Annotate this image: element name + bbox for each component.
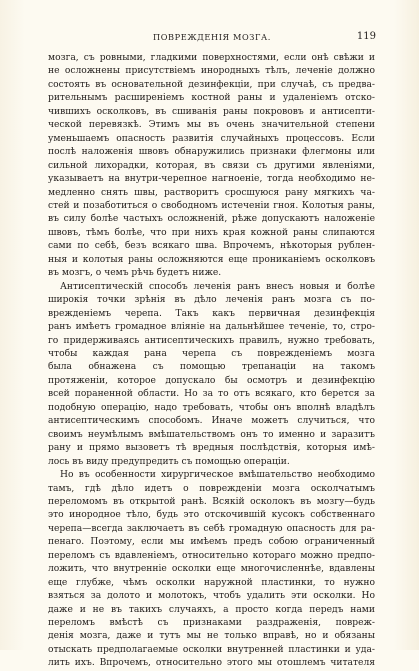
text-line: тамъ, гдѣ дѣло идетъ о поврежденіи мозга осколчатымъ bbox=[48, 483, 375, 494]
text-line: это инородное тѣло, будь это отскочившій кусокъ собственнаго bbox=[48, 510, 375, 521]
text-line: въ мозгъ, о чемъ рѣчь будетъ ниже. bbox=[48, 268, 222, 279]
text-line: швовъ, тѣмъ болѣе, что при нихъ края кожной раны слипаются bbox=[48, 227, 375, 238]
text-line: стей и позаботиться о свободномъ истеченіи гноя. Колотыя раны, bbox=[48, 200, 375, 211]
text-line: пенаго. Поэтому, если мы имѣемъ предъ собою ограниченный bbox=[48, 537, 375, 548]
text-line: антисептическимъ способомъ. Иначе можетъ случиться, что bbox=[48, 416, 375, 427]
text-line: денія мозга, даже и тутъ мы не только вправѣ, но и обязаны bbox=[48, 631, 375, 642]
text-line: даже и не въ такихъ случаяхъ, а просто когда передъ нами bbox=[48, 604, 375, 615]
text-line: сильной лихорадки, которая, въ связи съ другими явленіями, bbox=[48, 160, 375, 171]
text-line: всей пораненной области. Но за то отъ всякаго, кто берется за bbox=[48, 389, 375, 400]
text-line: указываетъ на внутри-черепное нагноеніе, тогда необходимо не- bbox=[48, 174, 375, 185]
text-line: лить ихъ. Впрочемъ, относительно этого мы отошлемъ читателя bbox=[48, 658, 375, 669]
text-line: своимъ неумѣлымъ вмѣшательствомъ онъ то именно и заразитъ bbox=[48, 429, 375, 440]
text-line: послѣ наложенія швовъ обнаружились признаки флегмоны или bbox=[48, 147, 375, 158]
text-line: ложить, что внутренніе осколки еще многочисленнѣе, вдавлены bbox=[48, 564, 375, 575]
text-line: еще глубже, чѣмъ осколки наружной пластинки, то нужно bbox=[48, 577, 375, 588]
text-line: отыскать предполагаемые осколки внутренней пластинки и уда- bbox=[48, 644, 375, 655]
text-line: протяженіи, которое допускало бы осмотръ и дезинфекцію bbox=[48, 375, 375, 386]
text-line: врежденіемъ черепа. Такъ какъ первичная дезинфекція bbox=[48, 308, 375, 319]
text-line: была обнажена съ помощью трепанаціи на такомъ bbox=[48, 362, 375, 373]
text-line: чтобы каждая рана черепа съ поврежденіемъ мозга bbox=[48, 348, 375, 359]
text-line: широкія точки зрѣнія въ дѣло леченія ранъ мозга съ по- bbox=[48, 295, 375, 306]
text-line: сами по себѣ, безъ всякаго шва. Впрочемъ, нѣкоторыя рублен- bbox=[48, 241, 375, 252]
running-title: ПОВРЕЖДЕНІЯ МОЗГА. bbox=[153, 32, 271, 42]
page-header bbox=[48, 30, 376, 44]
text-line: уменьшаемъ опасность развитія случайныхъ процессовъ. Если bbox=[48, 133, 375, 144]
page-number: 119 bbox=[356, 31, 376, 42]
text-line: подобную операцію, надо требовать, чтобы онъ вполнѣ владѣлъ bbox=[48, 402, 375, 413]
text-line: ческой перевязкѣ. Этимъ мы въ очень значительной степени bbox=[48, 120, 375, 131]
text-line: взяться за долото и молотокъ, чтобъ удалить эти осколки. Но bbox=[48, 591, 375, 602]
text-line: го придерживаясь антисептическихъ правилъ, нужно требовать, bbox=[48, 335, 375, 346]
text-line: ныя и колотыя раны осложняются еще прониканіемъ осколковъ bbox=[48, 254, 375, 265]
text-line: переломъ вмѣстѣ съ признаками раздраженія, повреж- bbox=[48, 618, 375, 629]
text-line: черепа—всегда заключаетъ въ себѣ громадную опасность для ра- bbox=[48, 523, 375, 534]
text-line: Но въ особенности хирургическое вмѣшательство необходимо bbox=[60, 470, 375, 481]
text-line: въ силу болѣе частыхъ осложненій, рѣже допускаютъ наложеніе bbox=[48, 214, 375, 225]
body-text bbox=[48, 52, 375, 669]
text-line: рительнымъ расширеніемъ костной раны и удаленіемъ отско- bbox=[48, 93, 375, 104]
text-line: чившихъ осколковъ, въ сшиванія раны покрововъ и антисепти- bbox=[48, 106, 375, 117]
text-line: рану и прямо вызоветъ тѣ вредныя послѣдствія, которыя имѣ- bbox=[48, 443, 375, 454]
text-line: медленно снять швы, растворитъ сросшуюся рану мягкихъ ча- bbox=[48, 187, 375, 198]
text-line: лось въ виду предупредить съ помощью операціи. bbox=[48, 456, 290, 467]
text-line: ранъ имѣетъ громадное вліяніе на дальнѣйшее теченіе, то, стро- bbox=[48, 322, 375, 333]
text-line: переломъ съ вдавленіемъ, относительно котораго можно предпо- bbox=[48, 550, 375, 561]
text-line: не осложнены присутствіемъ инородныхъ тѣлъ, леченіе должно bbox=[48, 66, 375, 77]
text-line: мозга, съ ровными, гладкими поверхностями, если онѣ свѣжи и bbox=[48, 53, 375, 63]
text-line: переломомъ въ открытой ранѣ. Всякій осколокъ въ мозгу—будь bbox=[48, 496, 375, 507]
text-line: Антисептическій способъ леченія ранъ внесъ новыя и болѣе bbox=[60, 281, 375, 292]
text-line: состоять въ основательной дезинфекціи, при случаѣ, съ предва- bbox=[48, 79, 375, 90]
